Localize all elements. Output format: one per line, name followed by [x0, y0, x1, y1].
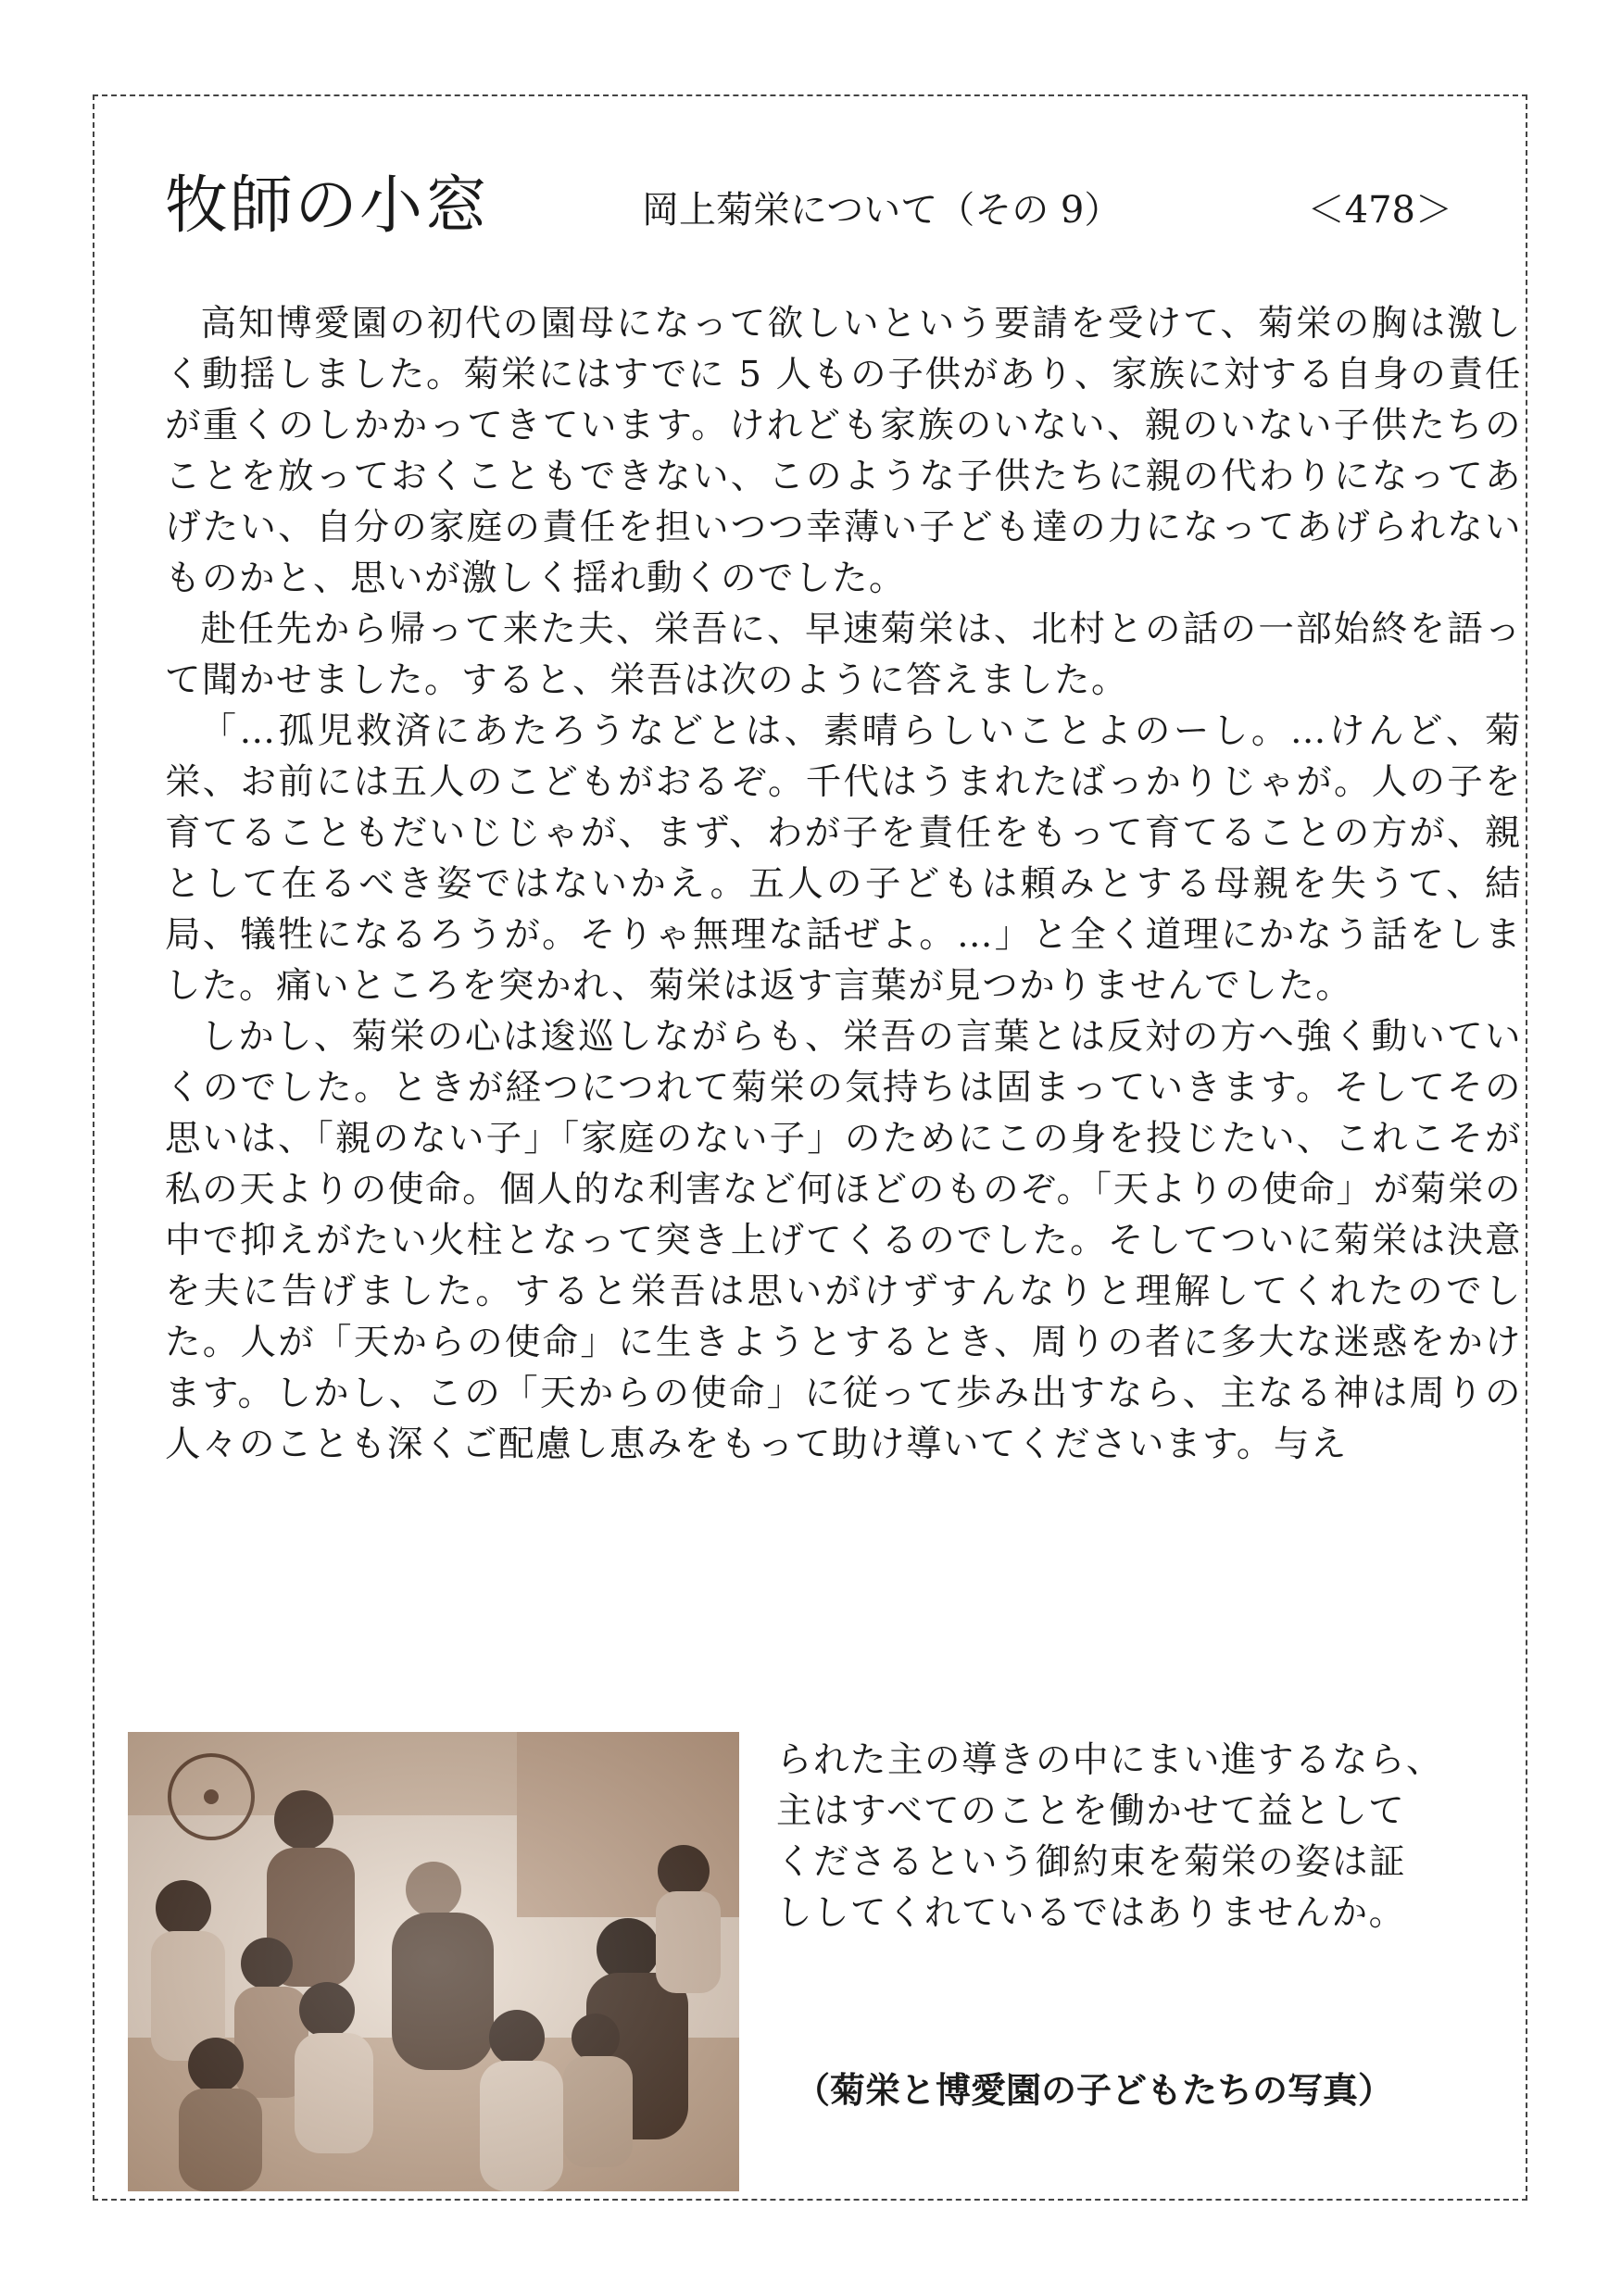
paragraph-3: 「…孤児救済にあたろうなどとは、素晴らしいことよのーし。…けんど、菊栄、お前には五人のこどもがおるぞ。千代はうまれたばっかりじゃが。人の子を育てることもだいじじゃが、まず、わが子を責任をもって育てることの方が、親として在るべき姿ではないかえ。五人の子どもは頼みとする母親を失うて、結局、犠牲になるろうが。そりゃ無理な話ぜよ。…」と全く道理にかなう話をしました。痛いところを突かれ、菊栄は返す言葉が見つかりませんでした。 — [165, 710, 1522, 1007]
header — [165, 165, 1499, 267]
side-line-2: 主はすべてのことを働かせて益として — [776, 1790, 1406, 1832]
page-title: 牧師の小窓 — [165, 169, 490, 243]
issue-number: ＜478＞ — [1307, 189, 1452, 232]
side-line-1: られた主の導きの中にまい進するなら、 — [776, 1739, 1444, 1781]
group-photo — [128, 1732, 739, 2191]
paragraph-1: 高知博愛園の初代の園母になって欲しいという要請を受けて、菊栄の胸は激しく動揺しました。菊栄にはすでに 5 人もの子供があり、家族に対する自身の責任が重くのしかかってきています。けれども家族のいない、親のいない子供たちのことを放っておくこともできない、このような子供たちに親の代わりになってあげたい、自分の家庭の責任を担いつつ幸薄い子ども達の力になってあげられないものかと、思いが激しく揺れ動くのでした。 — [165, 303, 1522, 599]
article-continuation — [776, 1735, 1522, 1938]
paragraph-2: 赴任先から帰って来た夫、栄吾に、早速菊栄は、北村との話の一部始終を語って聞かせました。すると、栄吾は次のように答えました。 — [165, 609, 1522, 701]
photo-caption: （菊栄と博愛園の子どもたちの写真） — [795, 2069, 1394, 2111]
paragraph-4: しかし、菊栄の心は逡巡しながらも、栄吾の言葉とは反対の方へ強く動いていくのでした。ときが経つにつれて菊栄の気持ちは固まっていきます。そしてその思いは、「親のない子」「家庭のない子」のためにこの身を投じたい、これこそが私の天よりの使命。個人的な利害など何ほどのものぞ。「天よりの使命」が菊栄の中で抑えがたい火柱となって突き上げてくるのでした。そしてついに菊栄は決意を夫に告げました。すると栄吾は思いがけずすんなりと理解してくれたのでした。人が「天からの使命」に生きようとするとき、周りの者に多大な迷惑をかけます。しかし、この「天からの使命」に従って歩み出すなら、主なる神は周りの人々のことも深くご配慮し恵みをもって助け導いてくださいます。与え — [165, 1016, 1522, 1465]
photo-illustration — [128, 1732, 739, 2191]
article-body — [165, 298, 1522, 1470]
article-subtitle: 岡上菊栄について（その 9） — [642, 189, 1122, 232]
side-line-4: ししてくれているではありませんか。 — [776, 1892, 1406, 1934]
side-line-3: くださるという御約束を菊栄の姿は証 — [776, 1841, 1407, 1883]
